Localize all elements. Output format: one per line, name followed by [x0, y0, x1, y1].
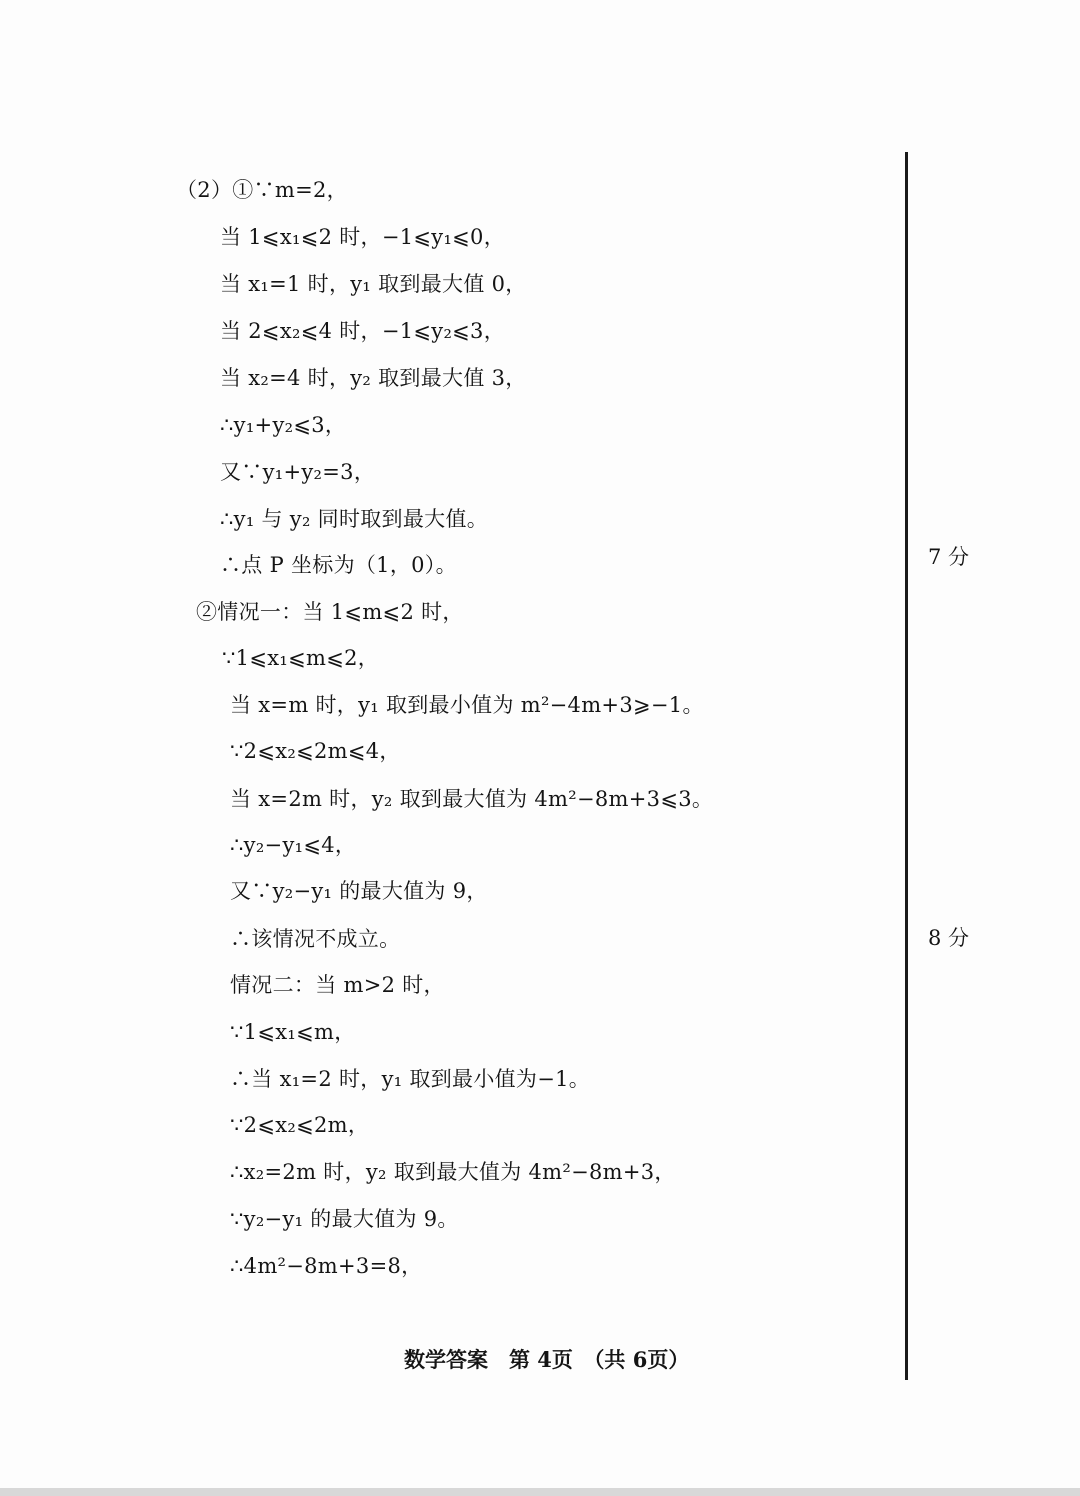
solution-line: ∴4m²−8m+3=8， — [230, 1254, 423, 1278]
solution-line: 又∵y₁+y₂=3， — [220, 460, 376, 484]
solution-line: ∵2⩽x₂⩽2m⩽4， — [230, 739, 401, 763]
solution-line: 当 x₁=1 时，y₁ 取到最大值 0， — [220, 272, 527, 296]
solution-line: 当 x₂=4 时，y₂ 取到最大值 3， — [220, 366, 527, 390]
solution-line: ∴y₂−y₁⩽4， — [230, 833, 357, 857]
solution-line: ∴当 x₁=2 时，y₁ 取到最小值为−1。 — [230, 1067, 591, 1091]
solution-line: 当 1⩽x₁⩽2 时，−1⩽y₁⩽0， — [220, 225, 506, 249]
solution-line: 又∵y₂−y₁ 的最大值为 9， — [230, 879, 488, 903]
score-mark: 7 分 — [928, 545, 970, 569]
solution-line: 情况二：当 m>2 时， — [230, 973, 445, 997]
solution-line: ∵1⩽x₁⩽m⩽2， — [222, 646, 380, 670]
solution-line: 当 x=m 时，y₁ 取到最小值为 m²−4m+3⩾−1。 — [230, 693, 704, 717]
scan-bottom-edge — [0, 1488, 1080, 1496]
solution-line: ∴点 P 坐标为（1，0）。 — [220, 553, 457, 577]
solution-line: ∵y₂−y₁ 的最大值为 9。 — [230, 1207, 459, 1231]
solution-line: ②情况一：当 1⩽m⩽2 时， — [196, 600, 464, 624]
solution-line: 当 x=2m 时，y₂ 取到最大值为 4m²−8m+3⩽3。 — [230, 787, 714, 811]
solution-line: （2）①∵m=2， — [176, 178, 348, 202]
solution-line: ∴y₁+y₂⩽3， — [220, 413, 347, 437]
solution-line: ∴x₂=2m 时，y₂ 取到最大值为 4m²−8m+3， — [230, 1160, 676, 1184]
score-mark: 8 分 — [928, 926, 970, 950]
solution-line: ∵1⩽x₁⩽m， — [230, 1020, 356, 1044]
solution-line: ∴y₁ 与 y₂ 同时取到最大值。 — [220, 507, 489, 531]
solution-line: ∴该情况不成立。 — [230, 927, 401, 951]
page-footer: 数学答案 第 4页 （共 6页） — [404, 1347, 690, 1372]
solution-line: 当 2⩽x₂⩽4 时，−1⩽y₂⩽3， — [220, 319, 506, 343]
margin-divider-line — [905, 152, 908, 1380]
solution-line: ∵2⩽x₂⩽2m， — [230, 1113, 370, 1137]
